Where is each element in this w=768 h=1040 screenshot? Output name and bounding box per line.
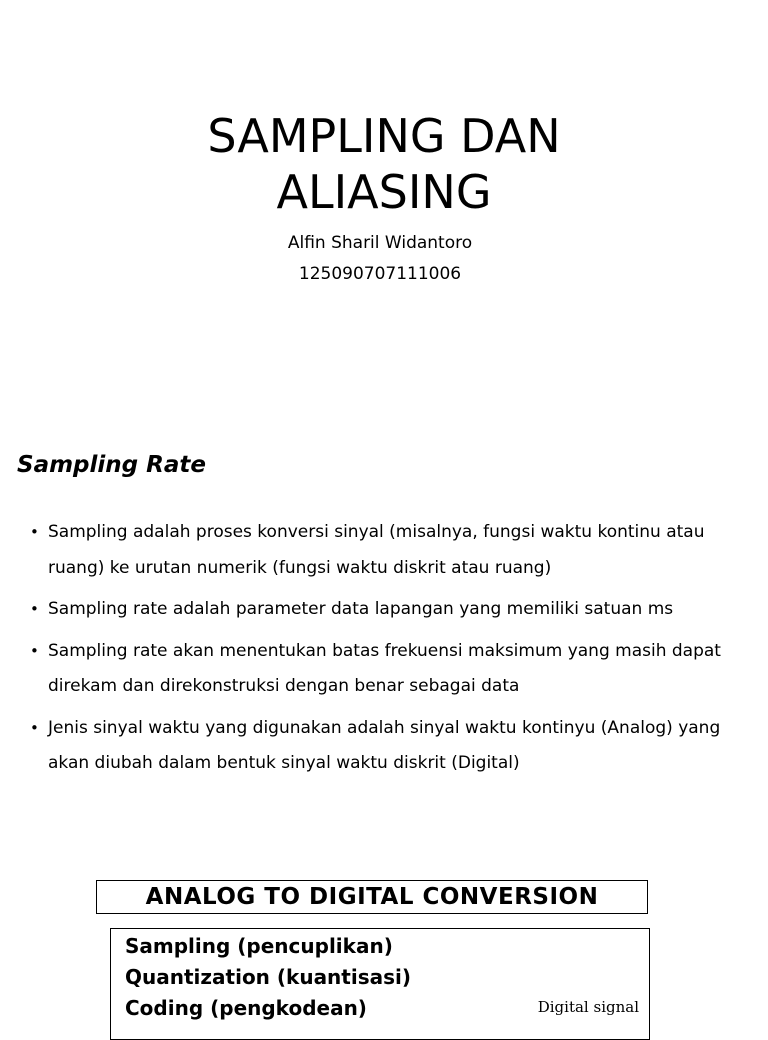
adc-header-box: ANALOG TO DIGITAL CONVERSION xyxy=(96,880,648,914)
bullet-item xyxy=(30,634,742,705)
digital-signal-label: Digital signal xyxy=(537,998,639,1016)
step-sampling: Sampling (pencuplikan) xyxy=(125,934,393,958)
adc-steps-box xyxy=(110,928,650,1040)
slide-title xyxy=(0,108,768,220)
bullet-dot-icon: • xyxy=(30,641,39,660)
bullet-text: Sampling rate akan menentukan batas frekuensi maksimum yang masih dapat direkam dan direkonstruksi dengan benar sebagai data xyxy=(48,640,721,696)
title-line-1: SAMPLING DAN xyxy=(207,109,561,163)
bullet-list xyxy=(30,515,742,788)
student-id: 125090707111006 xyxy=(298,264,462,284)
bullet-item xyxy=(30,515,742,586)
step-quantization: Quantization (kuantisasi) xyxy=(125,965,412,989)
bullet-dot-icon: • xyxy=(30,523,39,541)
section-heading: Sampling Rate xyxy=(17,452,206,478)
bullet-text: Sampling adalah proses konversi sinyal (misalnya, fungsi waktu kontinu atau ruang) ke urutan numerik (fungsi waktu diskrit atau ruang) xyxy=(48,522,705,578)
bullet-item xyxy=(30,592,742,628)
bullet-dot-icon: • xyxy=(30,600,39,618)
title-line-2: ALIASING xyxy=(276,165,492,219)
bullet-text: Sampling rate adalah parameter data lapangan yang memiliki satuan ms xyxy=(48,599,674,619)
bullet-text: Jenis sinyal waktu yang digunakan adalah sinyal waktu kontinyu (Analog) yang akan diubah dalam bentuk sinyal waktu diskrit (Digital) xyxy=(48,717,721,773)
step-coding: Coding (pengkodean) xyxy=(125,996,367,1020)
bullet-item xyxy=(30,711,742,782)
author-name: Alfin Sharil Widantoro xyxy=(287,233,473,253)
bullet-dot-icon: • xyxy=(30,718,39,737)
